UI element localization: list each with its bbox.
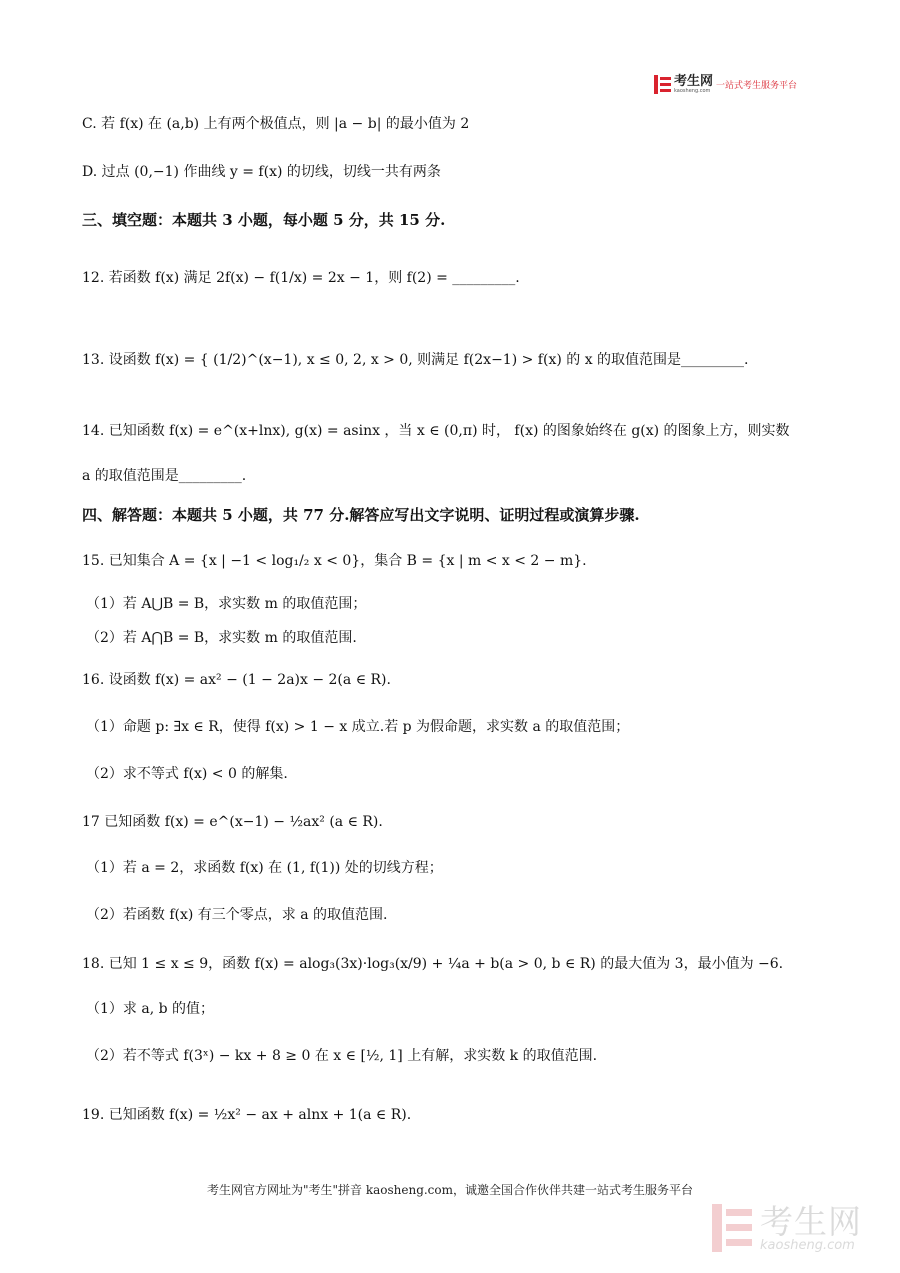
- question-18: 18. 已知 1 ≤ x ≤ 9，函数 f(x) = alog₃(3x)·log₃(x/9) + ¼a + b(a > 0, b ∈ R) 的最大值为 3，最小值为 −6.: [82, 956, 784, 972]
- logo-domain: kaosheng.com: [674, 87, 711, 94]
- question-18-part-1: （1）求 a, b 的值；: [86, 1001, 215, 1017]
- kaosheng-logo-icon: [654, 75, 671, 94]
- option-c: C. 若 f(x) 在 (a,b) 上有两个极值点，则 |a − b| 的最小值为 2: [82, 116, 470, 132]
- watermark-logo-icon: [712, 1204, 752, 1252]
- option-d: D. 过点 (0,−1) 作曲线 y = f(x) 的切线，切线一共有两条: [82, 164, 441, 180]
- question-18-part-2: （2）若不等式 f(3ˣ) − kx + 8 ≥ 0 在 x ∈ [½, 1] 上有解，求实数 k 的取值范围.: [86, 1048, 598, 1064]
- question-13: 13. 设函数 f(x) = { (1/2)^(x−1), x ≤ 0, 2, x > 0, 则满足 f(2x−1) > f(x) 的 x 的取值范围是_________.: [82, 352, 749, 368]
- question-16-part-2: （2）求不等式 f(x) < 0 的解集.: [86, 766, 288, 782]
- question-17-part-2: （2）若函数 f(x) 有三个零点，求 a 的取值范围.: [86, 907, 388, 923]
- question-17-part-1: （1）若 a = 2，求函数 f(x) 在 (1, f(1)) 处的切线方程；: [86, 860, 443, 876]
- question-19: 19. 已知函数 f(x) = ½x² − ax + alnx + 1(a ∈ R).: [82, 1107, 412, 1123]
- section-heading-solutions: 四、解答题：本题共 5 小题，共 77 分.解答应写出文字说明、证明过程或演算步骤.: [82, 506, 640, 524]
- question-12: 12. 若函数 f(x) 满足 2f(x) − f(1/x) = 2x − 1，则 f(2) = _________.: [82, 270, 520, 286]
- question-16-part-1: （1）命题 p: ∃x ∈ R，使得 f(x) > 1 − x 成立.若 p 为假命题，求实数 a 的取值范围；: [86, 719, 630, 735]
- watermark-name: 考生网: [760, 1201, 862, 1241]
- logo-name: 考生网: [674, 73, 714, 89]
- watermark: [712, 1200, 862, 1256]
- header-logo: [654, 72, 797, 96]
- question-15: 15. 已知集合 A = {x | −1 < log₁/₂ x < 0}，集合 B = {x | m < x < 2 − m}.: [82, 553, 587, 569]
- page-footer: 考生网官方网址为"考生"拼音 kaosheng.com，诚邀全国合作伙伴共建一站式考生服务平台: [206, 1183, 694, 1197]
- question-16: 16. 设函数 f(x) = ax² − (1 − 2a)x − 2(a ∈ R).: [82, 672, 391, 688]
- question-14-continued: a 的取值范围是_________.: [82, 468, 247, 484]
- question-14: 14. 已知函数 f(x) = e^(x+lnx), g(x) = asinx ，当 x ∈ (0,π) 时， f(x) 的图象始终在 g(x) 的图象上方，则实数: [82, 423, 790, 439]
- logo-slogan: 一站式考生服务平台: [716, 80, 798, 91]
- question-15-part-2: （2）若 A⋂B = B，求实数 m 的取值范围.: [86, 630, 357, 646]
- question-17: 17 已知函数 f(x) = e^(x−1) − ½ax² (a ∈ R).: [82, 814, 383, 830]
- section-heading-fill-in: 三、填空题：本题共 3 小题，每小题 5 分，共 15 分.: [82, 211, 446, 229]
- question-15-part-1: （1）若 A⋃B = B，求实数 m 的取值范围；: [86, 596, 367, 612]
- watermark-domain: kaosheng.com: [760, 1237, 855, 1253]
